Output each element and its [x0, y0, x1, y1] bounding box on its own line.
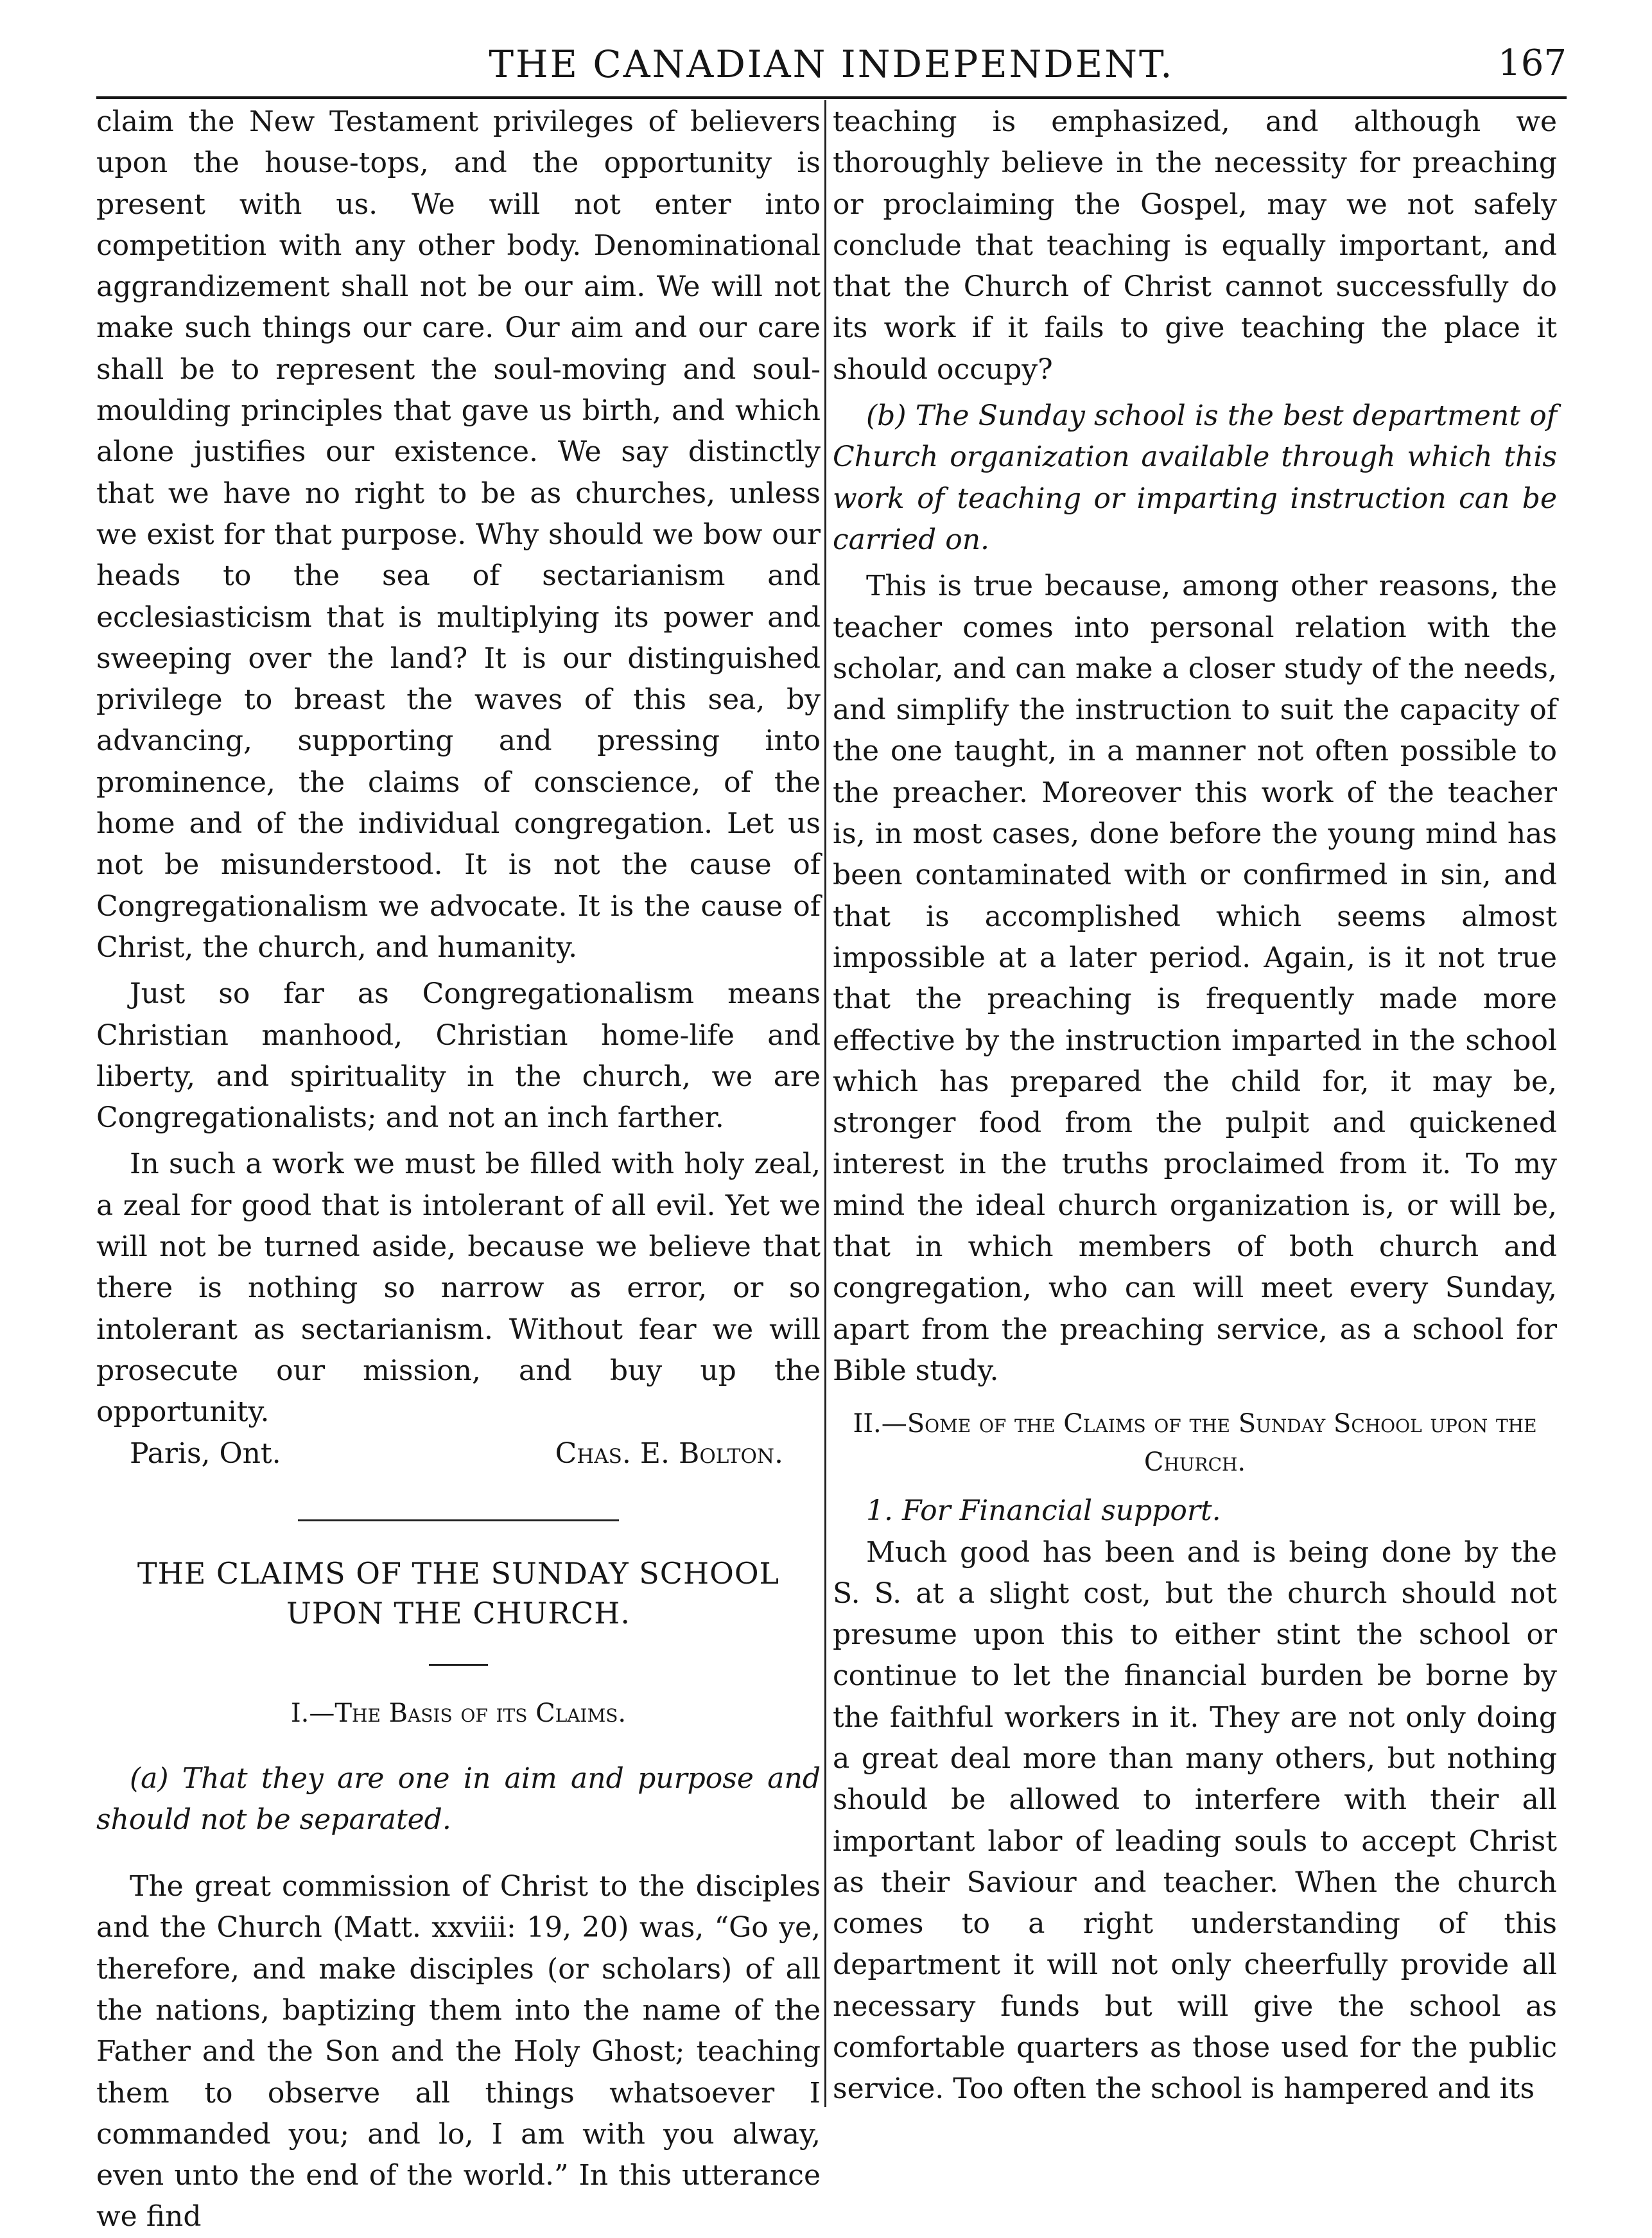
signature — [96, 1433, 821, 1474]
left-column — [96, 101, 821, 2238]
column-divider — [824, 100, 826, 2107]
continued-paragraph: claim the New Testament privileges of believers upon the house-tops, and the opportunity is present with us. We will not enter into competition with any other body. Denominational aggrandizement shall not be our aim. We will not make such things our care. Our aim and our care shall be to represent the soul-moving and soul-moulding principles that gave us birth, and which alone justifies our existence. We say distinctly that we have no right to be as churches, unless we exist for that purpose. Why should we bow our heads to the sea of sectarianism and ecclesiasticism that is multiplying its power and sweeping over the land? It is our distinguished privilege to breast the waves of this sea, by advancing, supporting and pressing into prominence, the claims of conscience, of the home and of the individual congregation. Let us not be misunderstood. It is not the cause of Congregationalism we advocate. It is the cause of Christ, the church, and humanity. — [96, 105, 821, 964]
article-title: THE CLAIMS OF THE SUNDAY SCHOOL UPON THE CHURCH. — [137, 1555, 780, 1630]
article-separator-rule — [298, 1519, 619, 1521]
point-financial-support: 1. For Financial support. — [866, 1494, 1221, 1528]
paragraph-congregationalism: Just so far as Congregationalism means Christian manhood, Christian home-life and liberty, and spirituality in the church, we are Congregationalists; and not an inch farther. — [96, 977, 821, 1135]
page-number: 167 — [1498, 42, 1567, 84]
paragraph-financial: Much good has been and is being done by the S. S. at a slight cost, but the church should not presume upon this to either stint the school or continue to let the financial burden be borne by the faithful workers in it. They are not only doing a great deal more than many others, but nothing should be allowed to interfere with their all important labor of leading souls to accept Christ as their Saviour and teacher. When the church comes to a right understanding of this department it will not only cheerfully provide all necessary funds but will give the school as comfortable quarters as those used for the public service. Too often the school is hampered and its — [833, 1535, 1557, 2106]
paragraph-holy-zeal: In such a work we must be filled with holy zeal, a zeal for good that is intolerant of all evil. Yet we will not be turned aside, because we believe that there is nothing so narrow as error, or so intolerant as sectarianism. Without fear we will prosecute our mission, and buy up the opportunity. — [96, 1148, 821, 1429]
page-header — [96, 36, 1567, 94]
signature-name: Chas. E. Bolton. — [555, 1437, 783, 1470]
signature-place: Paris, Ont. — [130, 1437, 281, 1470]
point-a: (a) That they are one in aim and purpose and should not be separated. — [96, 1762, 821, 1836]
running-title: THE CANADIAN INDEPENDENT. — [489, 42, 1174, 86]
section-heading-claims: II.—Some of the Claims of the Sunday School upon the Church. — [853, 1409, 1537, 1478]
header-rule — [96, 96, 1567, 99]
paragraph-this-is-true: This is true because, among other reasons, the teacher comes into personal relation with the scholar, and can make a closer study of the needs, and simplify the instruction to suit the capacity of the one taught, in a manner not often possible to the preacher. Moreover this work of the teacher is, in most cases, done before the young mind has been contaminated with or confirmed in sin, and that is accomplished which seems almost impossible at a later period. Again, is it not true that the preaching is frequently made more effective by the instruction imparted in the school which has prepared the child for, it may be, stronger food from the pulpit and quickened interest in the truths proclaimed from it. To my mind the ideal church organization is, or will be, that in which members of both church and congregation, who can will meet every Sunday, apart from the preaching service, as a school for Bible study. — [833, 570, 1557, 1387]
title-rule — [429, 1664, 488, 1666]
continued-paragraph-right: teaching is emphasized, and although we thoroughly believe in the necessity for preaching or proclaiming the Gospel, may we not safely conclude that teaching is equally important, and that the Church of Christ cannot successfully do its work if it fails to give teaching the place it should occupy? — [833, 105, 1557, 386]
section-heading-basis: I.—The Basis of its Claims. — [290, 1698, 627, 1728]
point-b: (b) The Sunday school is the best department of Church organization available through which this work of teaching or imparting instruction can be carried on. — [833, 399, 1557, 556]
paragraph-great-commission: The great commission of Christ to the disciples and the Church (Matt. xxviii: 19, 20) was, “Go ye, therefore, and make disciples (or scholars) of all the nations, baptizing them into the name of the Father and the Son and the Holy Ghost; teaching them to observe all things whatsoever I commanded you; and lo, I am with you alway, even unto the end of the world.” In this utterance we find — [96, 1870, 821, 2234]
right-column — [833, 101, 1557, 2110]
